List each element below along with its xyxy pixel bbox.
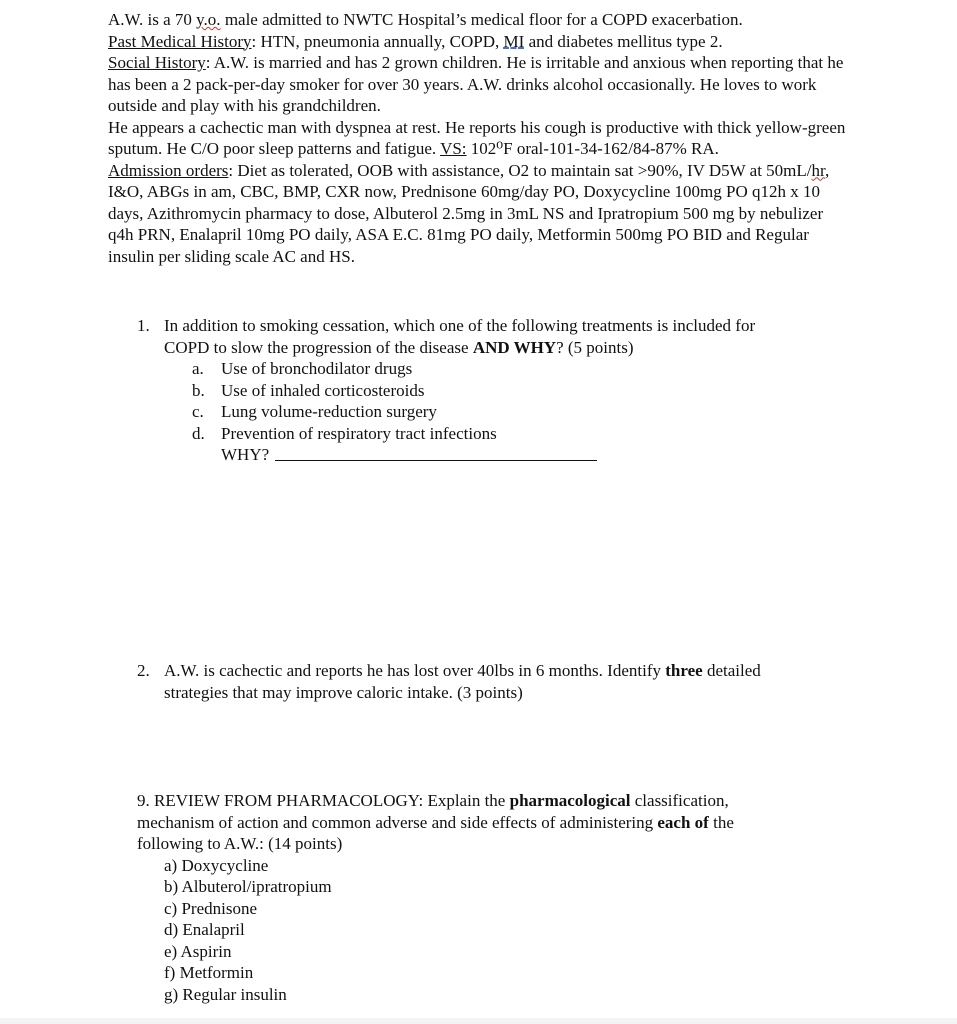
drug-item-prednisone: c) Prednisone: [164, 898, 258, 918]
option-a: a. Use of bronchodilator drugs: [192, 359, 413, 378]
drug-item-doxycycline: a) Doxycycline: [164, 855, 269, 875]
question-9-line-3: following to A.W.: (14 points): [137, 834, 343, 853]
question-2-line-1: A.W. is cachectic and reports he has lost over 40lbs in 6 months. Identify three detailed: [164, 661, 761, 680]
question-2-number: 2.: [137, 661, 150, 680]
social-history: Social History: A.W. is married and has 2 grown children. He is irritable and anxious when reporting that he has been a 2 pack-per-day smoker for over 30 years. A.W. drinks alcohol occasionally. He loves to work outside and play with his grandchildren.: [108, 53, 844, 115]
why-label: WHY?: [221, 445, 270, 464]
drug-item-aspirin: e) Aspirin: [164, 941, 232, 961]
question-9-line-2: mechanism of action and common adverse and side effects of administering each of the: [137, 812, 734, 832]
yo-abbreviation: y.o.: [196, 10, 221, 29]
drug-item-enalapril: d) Enalapril: [164, 920, 245, 939]
why-answer-row: [192, 444, 692, 466]
question-2-line-2: strategies that may improve caloric intake. (3 points): [164, 682, 523, 702]
question-9: [137, 790, 857, 1005]
admission-orders: Admission orders: Diet as tolerated, OOB with assistance, O2 to maintain sat >90%, IV D5W at 50mL/hr, I&O, ABGs in am, CBC, BMP, CXR now, Prednisone 60mg/day PO, Doxycycline 100mg PO q12h x 10 days, Azithromycin pharmacy to dose, Albuterol 2.5mg in 3mL NS and Ipratropium 500 mg by nebulizer q4h PRN, Enalapril 10mg PO daily, ASA E.C. 81mg PO daily, Metformin 500mg PO BID and Regular insulin per sliding scale AC and HS.: [108, 160, 830, 266]
why-answer-line[interactable]: [275, 444, 597, 461]
past-medical-history: Past Medical History: HTN, pneumonia annually, COPD, MI and diabetes mellitus type 2.: [108, 31, 723, 51]
hr-abbreviation: hr: [811, 160, 825, 180]
question-1: [137, 315, 857, 359]
mi-abbreviation: MI: [503, 31, 525, 51]
question-2: [137, 660, 857, 704]
question-9-line-1: 9. REVIEW FROM PHARMACOLOGY: Explain the pharmacological classification,: [137, 791, 729, 810]
page-bottom-edge: [0, 1018, 957, 1024]
question-1-options: [192, 358, 692, 466]
option-d: d. Prevention of respiratory tract infections: [192, 423, 497, 443]
case-intro: A.W. is a 70 y.o. male admitted to NWTC Hospital’s medical floor for a COPD exacerbation.: [108, 10, 743, 29]
question-1-line-1: In addition to smoking cessation, which one of the following treatments is included for: [164, 316, 756, 335]
drug-item-metformin: f) Metformin: [164, 963, 254, 982]
case-study: [108, 9, 848, 267]
question-1-line-2: COPD to slow the progression of the disease AND WHY? (5 points): [164, 337, 634, 357]
option-c: c. Lung volume-reduction surgery: [192, 402, 437, 421]
question-1-number: 1.: [137, 316, 150, 335]
vitals-label: VS:: [440, 139, 467, 158]
social-history-label: Social History: [108, 53, 206, 72]
option-b: b. Use of inhaled corticosteroids: [192, 380, 425, 400]
appearance-vitals: He appears a cachectic man with dyspnea at rest. He reports his cough is productive with thick yellow-green sputum. He C/O poor sleep patterns and fatigue. VS: 102⁰F oral-101-34-162/84-87% RA.: [108, 117, 846, 158]
drug-item-albuterol-ipratropium: b) Albuterol/ipratropium: [164, 877, 332, 896]
pmh-label: Past Medical History: [108, 31, 252, 51]
drug-item-regular-insulin: g) Regular insulin: [164, 984, 287, 1004]
admission-orders-label: Admission orders: [108, 160, 229, 180]
question-9-items: [137, 855, 857, 1006]
